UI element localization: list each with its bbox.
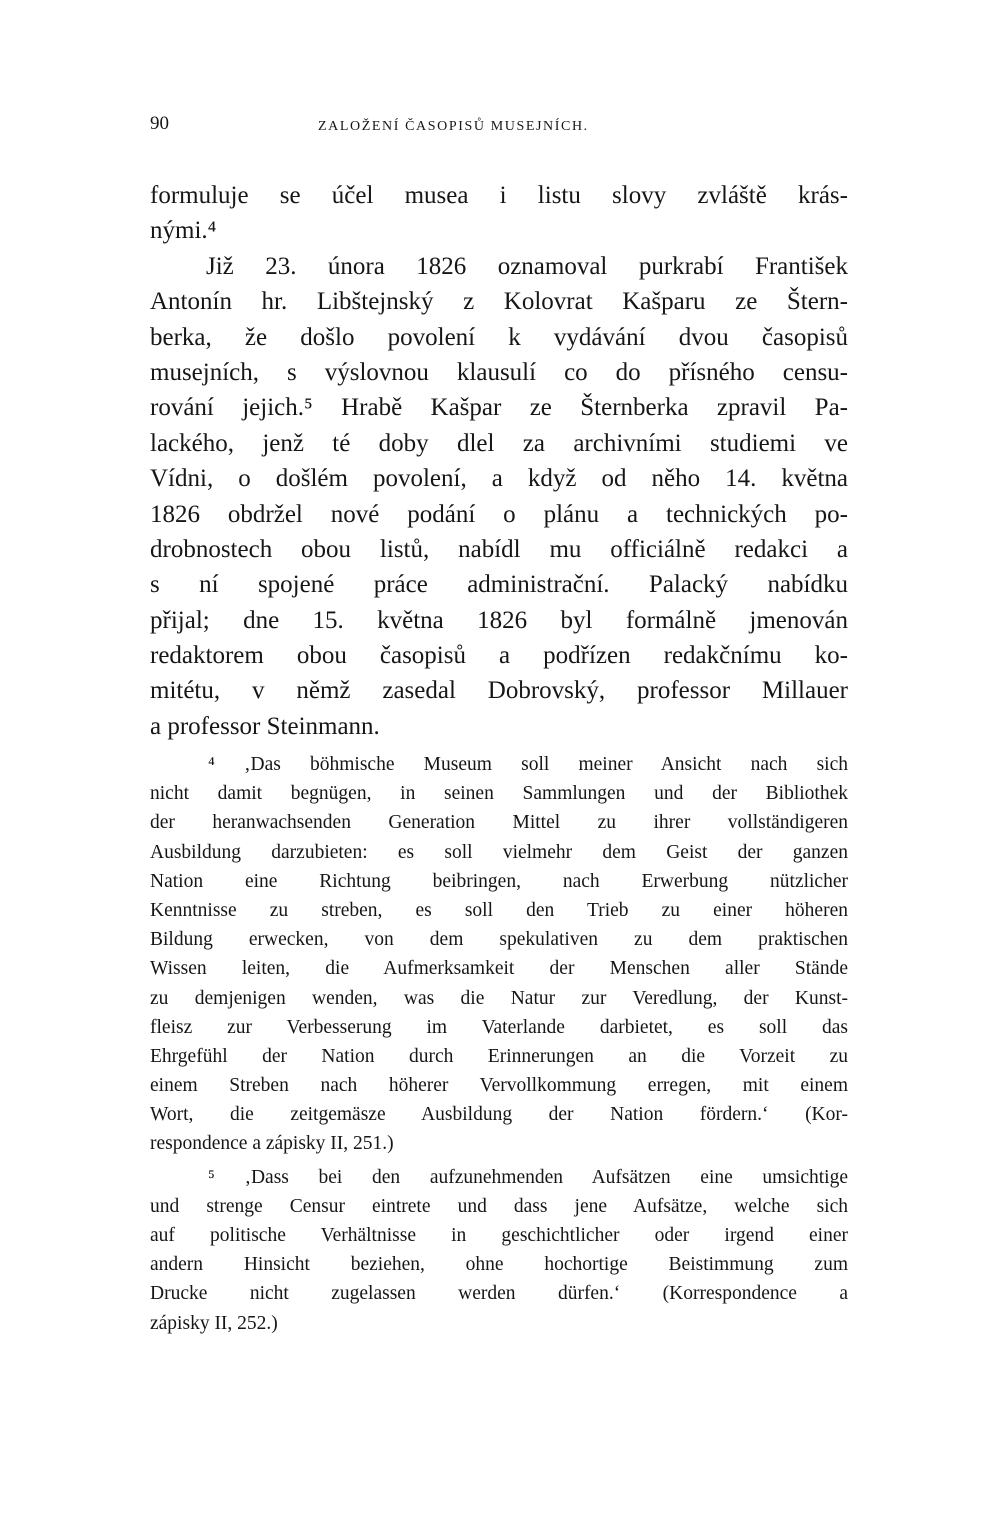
footnote-line: nicht damit begnügen, in seinen Sammlungen und der Bibliothek [150, 783, 848, 805]
footnote-line: Nation eine Richtung beibringen, nach Erwerbung nützlicher [150, 870, 848, 892]
footnote-line: einem Streben nach höherer Vervollkommung erregen, mit einem [150, 1075, 848, 1097]
text-line: redaktorem obou časopisů a podřízen redakčnímu ko- [150, 642, 848, 670]
text-line: Vídni, o došlém povolení, a když od něho 14. května [150, 465, 848, 493]
text-line: přijal; dne 15. května 1826 byl formálně jmenován [150, 606, 848, 634]
text-line: Antonín hr. Libštejnský z Kolovrat Kašparu ze Štern- [150, 288, 848, 316]
text-line: a professor Steinmann. [150, 712, 380, 740]
text-line: s ní spojené práce administrační. Palacký nabídku [150, 571, 848, 599]
text-line: 1826 obdržel nové podání o plánu a technických po- [150, 500, 848, 528]
text-line: mitétu, v němž zasedal Dobrovský, professor Millauer [150, 677, 848, 705]
footnote-line: respondence a zápisky II, 251.) [150, 1133, 394, 1155]
running-title: ZALOŽENÍ ČASOPISŮ MUSEJNÍCH. [318, 119, 589, 134]
footnote-line: Kenntnisse zu streben, es soll den Trieb zu einer höheren [150, 899, 848, 921]
text-line: drobnostech obou listů, nabídl mu officiálně redakci a [150, 535, 848, 563]
footnote-line: Wissen leiten, die Aufmerksamkeit der Menschen aller Stände [150, 958, 848, 980]
footnote-line: ⁴ ‚Das böhmische Museum soll meiner Ansicht nach sich [208, 754, 848, 775]
text-line: berka, že došlo povolení k vydávání dvou časopisů [150, 323, 848, 351]
text-line: rování jejich.⁵ Hrabě Kašpar ze Šternberka zpravil Pa- [150, 394, 848, 422]
footnote-line: zu demjenigen wenden, was die Natur zur Veredlung, der Kunst- [150, 987, 848, 1009]
text-line: nými.⁴ [150, 217, 217, 245]
main-text [150, 178, 848, 744]
text-line: lackého, jenž té doby dlel za archivními studiemi ve [150, 429, 848, 457]
page-number: 90 [150, 113, 169, 134]
footnote-line: Wort, die zeitgemäsze Ausbildung der Nation fördern.‘ (Kor- [150, 1104, 848, 1126]
text-line: formuluje se účel musea i listu slovy zvláště krás- [150, 182, 848, 209]
text-line: musejních, s výslovnou klausulí co do přísného censu- [150, 358, 848, 386]
footnote-line: Bildung erwecken, von dem spekulativen zu dem praktischen [150, 929, 848, 951]
footnote-line: auf politische Verhältnisse in geschichtlicher oder irgend einer [150, 1225, 848, 1246]
footnote-5 [150, 1163, 848, 1338]
footnotes [150, 750, 848, 1338]
footnote-line: Ehrgefühl der Nation durch Erinnerungen an die Vorzeit zu [150, 1045, 848, 1067]
footnote-line: Drucke nicht zugelassen werden dürfen.‘ (Korrespondence a [150, 1283, 848, 1305]
footnote-line: zápisky II, 252.) [150, 1312, 278, 1334]
text-line: Již 23. února 1826 oznamoval purkrabí František [206, 252, 848, 280]
footnote-line: der heranwachsenden Generation Mittel zu ihrer vollständigeren [150, 812, 848, 834]
footnote-line: andern Hinsicht beziehen, ohne hochortige Beistimmung zum [150, 1254, 848, 1276]
footnote-line: Ausbildung darzubieten: es soll vielmehr dem Geist der ganzen [150, 841, 848, 863]
running-head [150, 113, 850, 143]
footnote-line: ⁵ ‚Dass bei den aufzunehmenden Aufsätzen eine umsichtige [208, 1166, 848, 1188]
footnote-4 [150, 750, 848, 1159]
footnote-line: und strenge Censur eintrete und dass jene Aufsätze, welche sich [150, 1195, 848, 1217]
footnote-line: fleisz zur Verbesserung im Vaterlande darbietet, es soll das [150, 1016, 848, 1038]
